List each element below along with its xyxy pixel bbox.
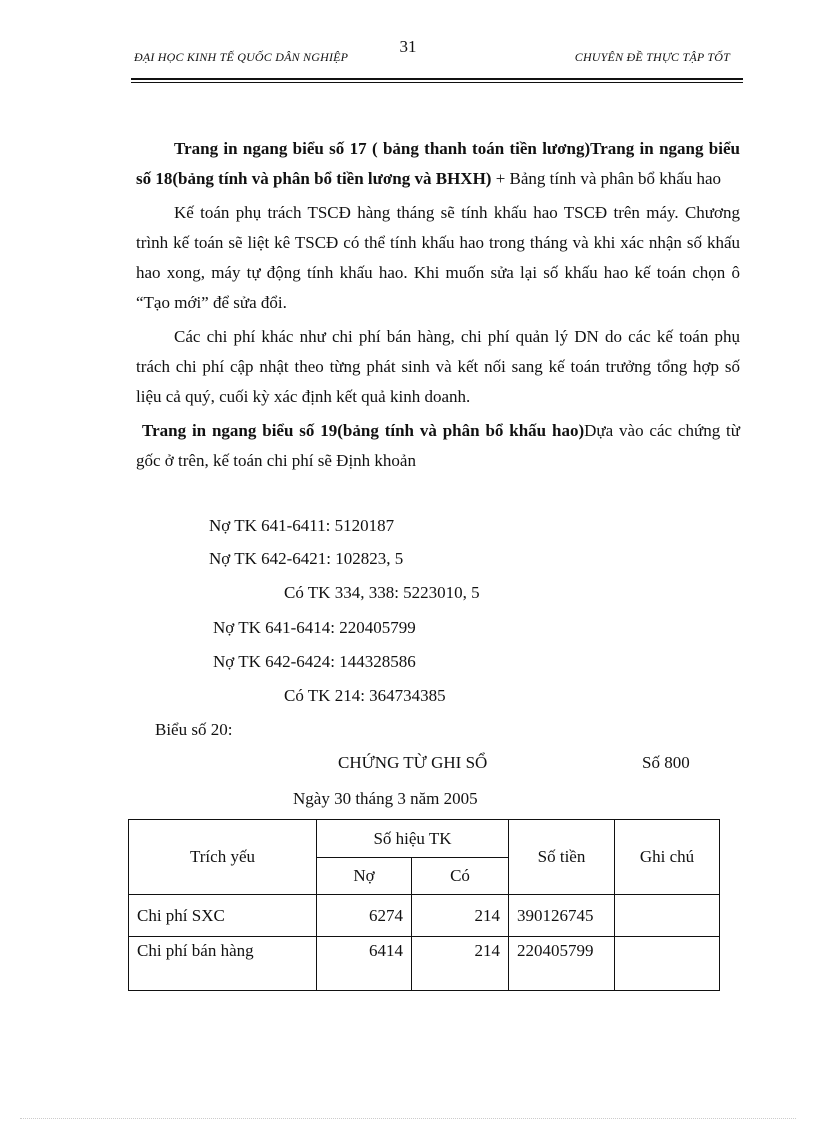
depreciation-paragraph: Kế toán phụ trách TSCĐ hàng tháng sẽ tính khấu hao TSCĐ trên máy. Chương trình kế toán sẽ liệt kê TSCĐ có thể tính khấu hao trong tháng và khi xác nhận số khấu hao xong, máy tự động tính khấu hao. Khi muốn sửa lại số khấu hao kế toán chọn ô “Tạo mới” để sửa đổi.	[136, 203, 740, 312]
header-right: CHUYÊN ĐỀ THỰC TẬP TỐT	[574, 50, 730, 64]
header-account-no: Số hiệu TK	[317, 820, 509, 858]
intro-text: + Bảng tính và phân bổ khấu hao	[491, 169, 722, 188]
row-credit: 214	[412, 937, 509, 991]
header-rule-thin	[131, 82, 743, 83]
row-debit: 6414	[317, 937, 412, 991]
voucher-intro-paragraph	[136, 416, 740, 476]
voucher-table	[128, 819, 720, 991]
journal-entry: Nợ TK 642-6421: 102823, 5	[209, 549, 404, 568]
other-expenses-paragraph: Các chi phí khác như chi phí bán hàng, chi phí quản lý DN do các kế toán phụ trách chi phí cập nhật theo từng phát sinh và kết nối sang kế toán trưởng tổng hợp số liệu cả quý, cuối kỳ xác định kết quả kinh doanh.	[136, 327, 740, 406]
row-summary: Chi phí bán hàng	[129, 937, 317, 991]
journal-entry: Có TK 334, 338: 5223010, 5	[284, 583, 480, 602]
header-summary: Trích yếu	[129, 820, 317, 895]
row-credit: 214	[412, 895, 509, 937]
row-note	[615, 895, 720, 937]
journal-entry: Có TK 214: 364734385	[284, 686, 446, 705]
journal-entry: Nợ TK 642-6424: 144328586	[213, 652, 416, 671]
row-amount: 220405799	[509, 937, 615, 991]
row-summary: Chi phí SXC	[129, 895, 317, 937]
voucher-intro-bold: Trang in ngang biểu số 19(bảng tính và phân bổ khấu hao)	[142, 421, 585, 440]
page-bottom-divider	[20, 1118, 796, 1119]
table-row	[129, 895, 720, 937]
row-note	[615, 937, 720, 991]
voucher-number: Số 800	[642, 753, 690, 772]
row-amount: 390126745	[509, 895, 615, 937]
row-debit: 6274	[317, 895, 412, 937]
journal-entry: Nợ TK 641-6411: 5120187	[209, 516, 395, 535]
header-amount: Số tiền	[509, 820, 615, 895]
table-header-row	[129, 820, 720, 858]
voucher-intro-text: Dựa vào các chứng từ gốc ở trên, kế toán chi phí sẽ Định khoản	[136, 421, 740, 470]
page-number: 31	[399, 37, 417, 56]
voucher-date: Ngày 30 tháng 3 năm 2005	[293, 789, 478, 808]
sheet-label: Biểu số 20:	[155, 720, 233, 739]
intro-bold-text: Trang in ngang biểu số 17 ( bảng thanh toán tiền lương)Trang in ngang biểu số 18(bảng tính và phân bổ tiền lương và BHXH)	[136, 139, 740, 188]
voucher-title: CHỨNG TỪ GHI SỔ	[338, 753, 488, 772]
intro-paragraph	[136, 134, 740, 194]
document-body	[136, 134, 740, 480]
table-row	[129, 937, 720, 991]
header-note: Ghi chú	[615, 820, 720, 895]
journal-entry: Nợ TK 641-6414: 220405799	[213, 618, 416, 637]
header-credit: Có	[412, 858, 509, 895]
header-left: ĐẠI HỌC KINH TẾ QUỐC DÂN NGHIỆP	[134, 50, 349, 64]
header-rule-thick	[131, 78, 743, 80]
header-debit: Nợ	[317, 858, 412, 895]
